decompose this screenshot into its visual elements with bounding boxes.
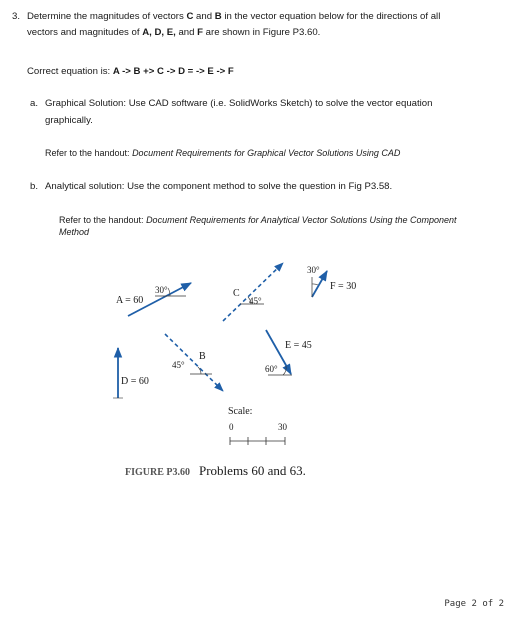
figure-caption-text: Problems 60 and 63. <box>199 463 306 478</box>
vector-e-angle-arc <box>283 366 286 375</box>
part-a-line-1: Graphical Solution: Use CAD software (i.e. SolidWorks Sketch) to solve the vector equation <box>45 98 433 109</box>
text: and <box>175 27 198 38</box>
vector-c-label: C <box>233 288 240 299</box>
part-a-marker: a. <box>30 98 39 109</box>
scale-zero: 0 <box>229 422 234 432</box>
ref-prefix: Refer to the handout: <box>59 215 147 225</box>
vector-names: A, D, E, <box>142 27 176 38</box>
vector-f-label: F = 30 <box>330 281 357 292</box>
vector-c <box>223 263 283 321</box>
part-b-line-1: Analytical solution: Use the component method to solve the question in Fig P3.58. <box>45 181 393 192</box>
vector-c-angle: 45° <box>249 296 262 306</box>
vector-f-angle: 30° <box>307 265 320 275</box>
page-footer: Page 2 of 2 <box>444 599 504 609</box>
ref-title-1: Document Requirements for Analytical Vector Solutions Using the Component <box>146 215 457 225</box>
vector-e-label: E = 45 <box>285 340 312 351</box>
scale-bar <box>230 437 285 445</box>
part-b-reference-line-2: Method <box>59 227 90 237</box>
part-b-marker: b. <box>30 181 39 192</box>
text: are shown in Figure P3.60. <box>203 27 321 38</box>
equation-label: Correct equation is: <box>27 66 113 77</box>
vector-b-label: B <box>199 351 206 362</box>
figure-caption <box>125 462 306 479</box>
text: in the vector equation below for the directions of all <box>221 11 441 22</box>
vector-b: B <box>214 11 222 22</box>
vector-d <box>113 348 123 398</box>
scale-thirty: 30 <box>278 422 287 432</box>
figure-caption-label: FIGURE P3.60 <box>125 467 190 478</box>
equation-value: A -> B +> C -> D = -> E -> F <box>112 66 234 77</box>
vector-a-angle: 30° <box>155 285 168 295</box>
vector-a-label: A = 60 <box>116 295 144 306</box>
vector-e-angle: 60° <box>265 364 278 374</box>
scale-label: Scale: <box>228 406 253 417</box>
ref-title: Document Requirements for Graphical Vector Solutions Using CAD <box>132 148 401 158</box>
ref-prefix: Refer to the handout: <box>45 148 133 158</box>
vector-c: C <box>186 11 194 22</box>
vector-f: F <box>197 27 204 38</box>
vector-b-angle: 45° <box>172 360 185 370</box>
text: Determine the magnitudes of vectors <box>27 11 187 22</box>
vector-f-angle-arc <box>312 284 318 285</box>
text: and <box>193 11 215 22</box>
text: vectors and magnitudes of <box>27 27 143 38</box>
problem-number: 3. <box>12 11 21 22</box>
vector-d-label: D = 60 <box>121 376 149 387</box>
part-a-line-2: graphically. <box>45 115 93 126</box>
